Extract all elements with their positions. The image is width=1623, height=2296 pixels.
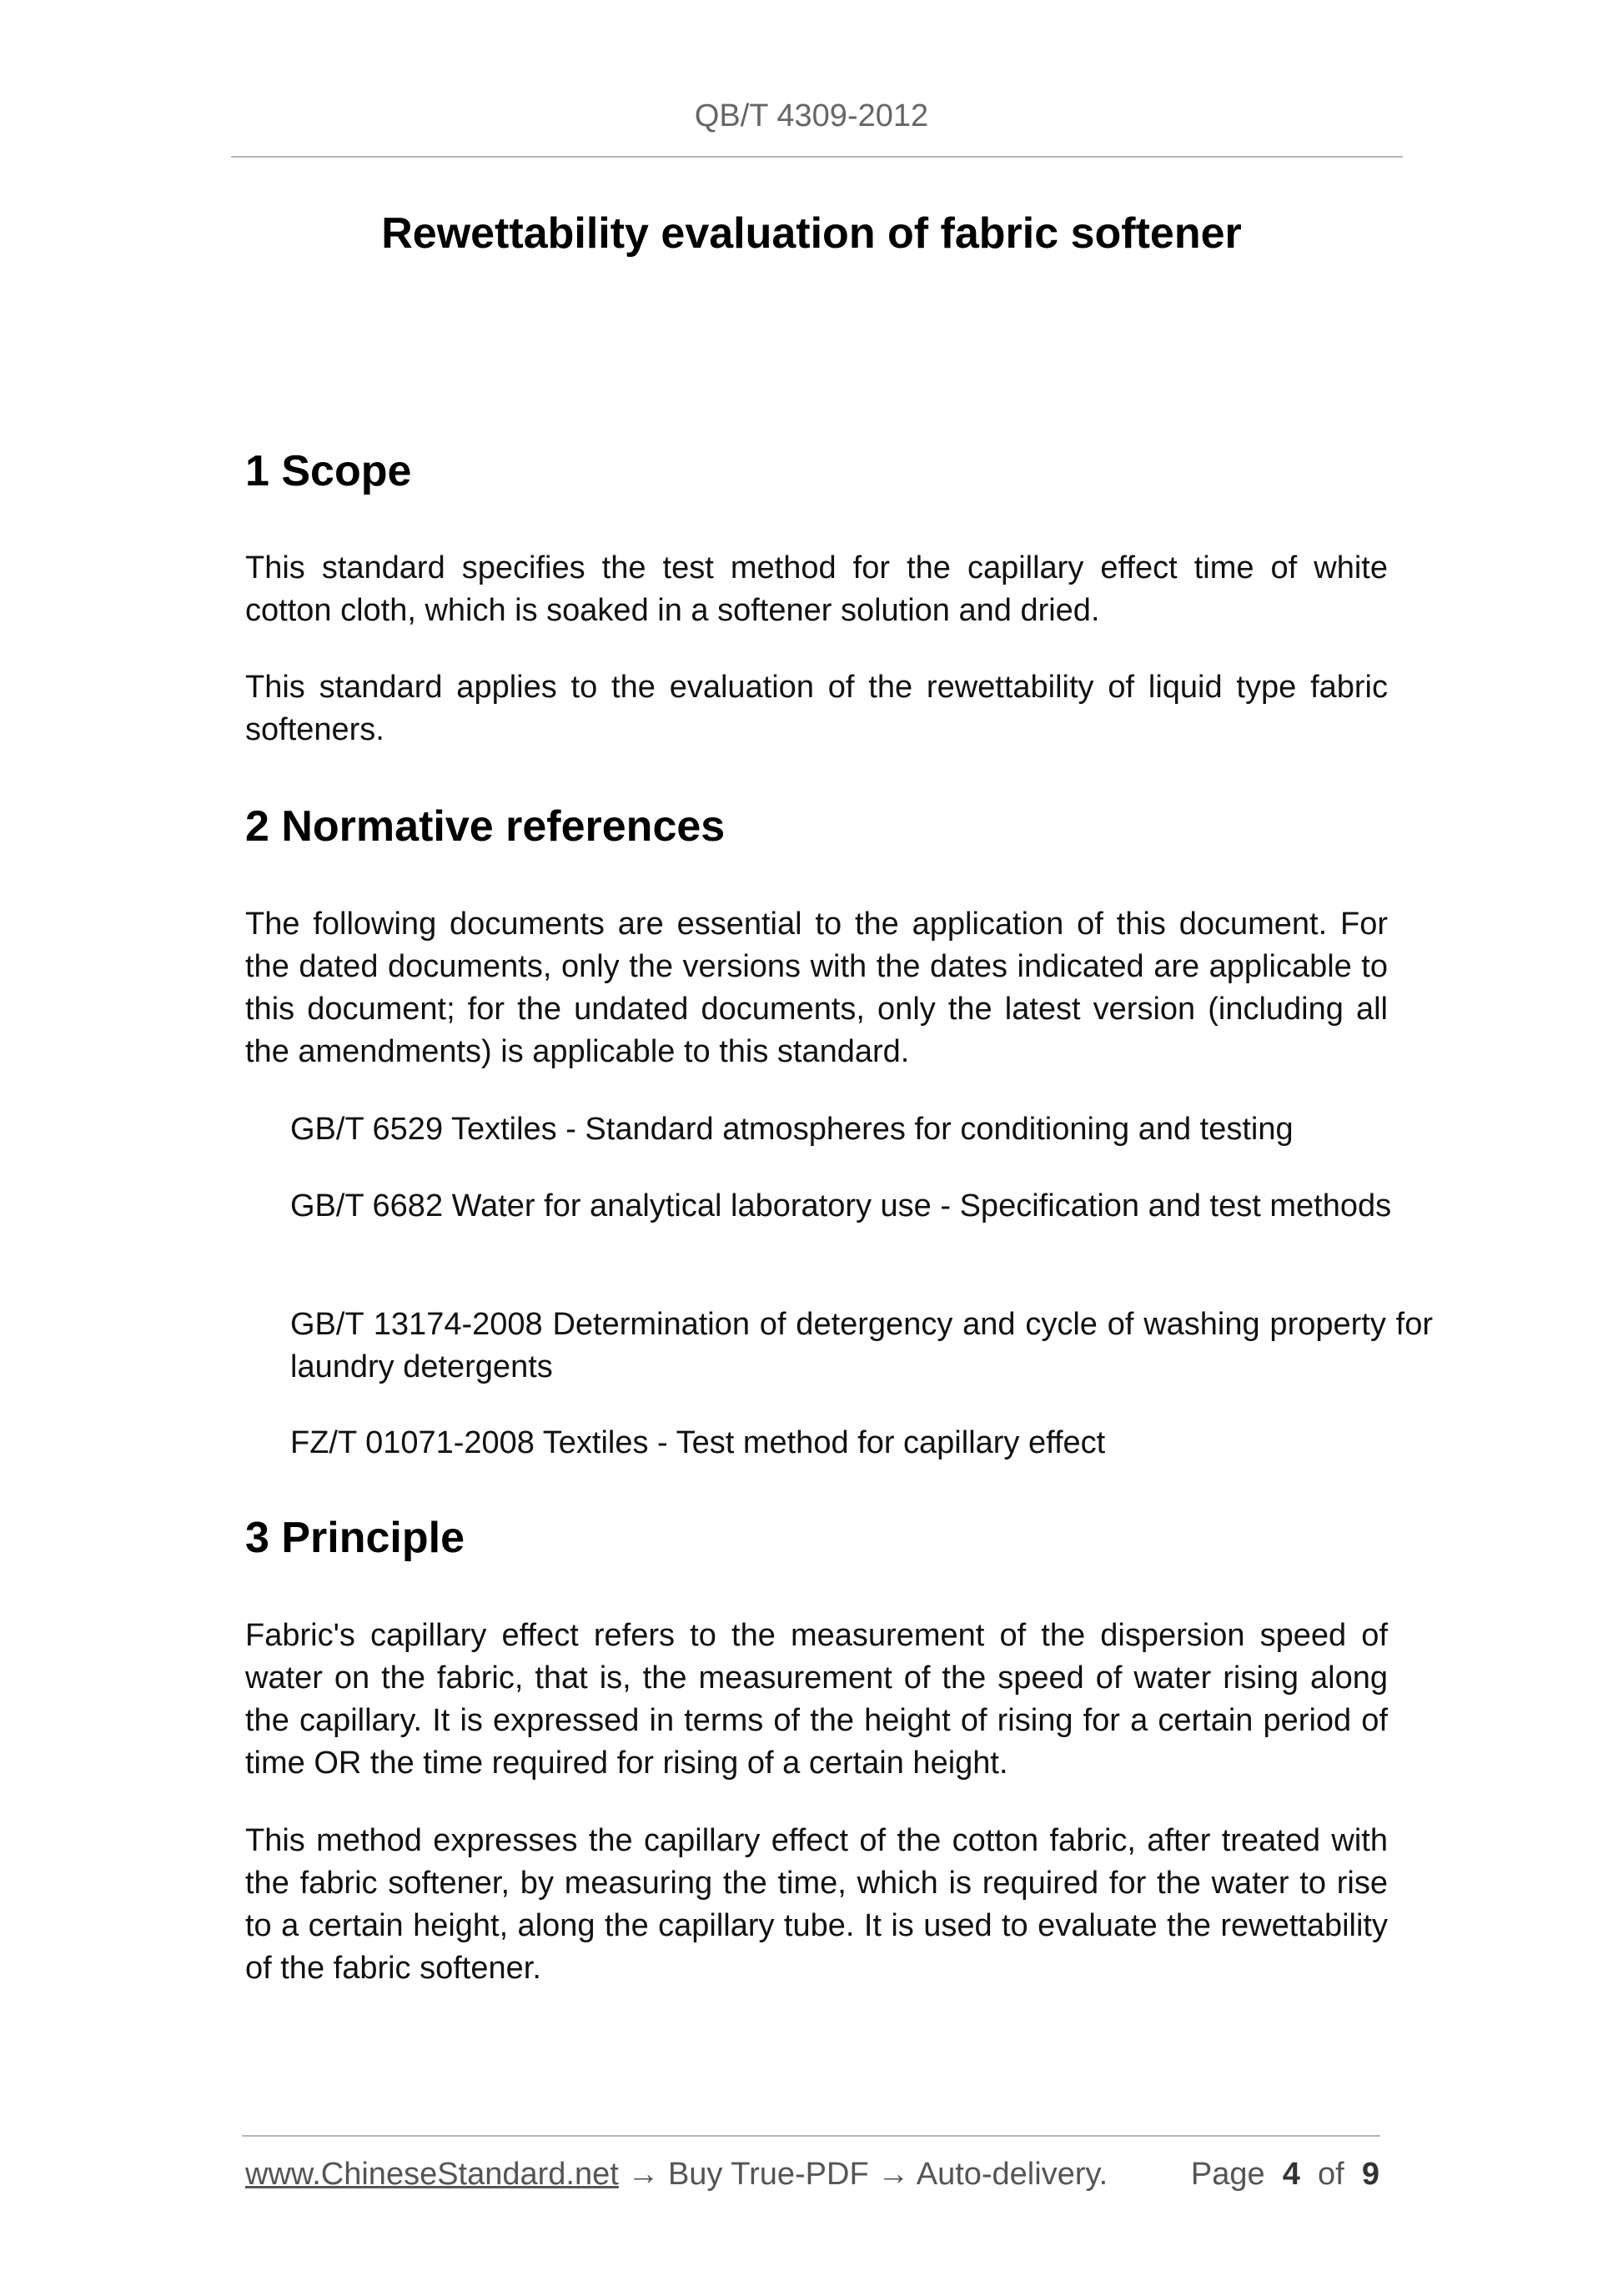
principle-paragraph-1: Fabric's capillary effect refers to the measurement of the dispersion speed of water on the fabric, that is, the measurement of the speed of water rising along the capillary. It is expressed in terms of the height of rising for a certain period of time OR the time required for rising of a certain height. <box>245 1618 1388 1781</box>
buy-pdf-text: Buy True-PDF <box>667 2157 869 2192</box>
auto-delivery-text: Auto-delivery. <box>916 2157 1108 2192</box>
website-link[interactable]: www.ChineseStandard.net <box>245 2157 619 2192</box>
page-footer <box>245 2157 1379 2193</box>
page-label: Page <box>1190 2157 1265 2192</box>
scope-paragraph-1: This standard specifies the test method for the capillary effect time of white cotton cloth, which is soaked in a softener solution and dried. <box>245 550 1388 628</box>
arrow-icon: → <box>627 2157 660 2192</box>
normative-intro-paragraph: The following documents are essential to the application of this document. For the dated documents, only the versions with the dates indicated are applicable to this document; for the undated documents, only the latest version (including all the amendments) is applicable to this standard. <box>245 907 1388 1069</box>
section-3-heading: 3 Principle <box>245 1514 465 1562</box>
page-number <box>1191 2157 1379 2193</box>
header-divider <box>231 156 1403 158</box>
page-of-label: of <box>1318 2157 1344 2192</box>
principle-paragraph-2: This method expresses the capillary effect of the cotton fabric, after treated with the fabric softener, by measuring the time, which is required for the water to rise to a certain height, along the capillary tube. It is used to evaluate the rewettability of the fabric softener. <box>245 1823 1388 1986</box>
page-current: 4 <box>1282 2157 1300 2192</box>
reference-item: FZ/T 01071-2008 Textiles - Test method for capillary effect <box>290 1425 1106 1460</box>
reference-item: GB/T 13174-2008 Determination of detergency and cycle of washing property for laundry detergents <box>290 1307 1433 1384</box>
section-2-heading: 2 Normative references <box>245 802 726 851</box>
page-total: 9 <box>1361 2157 1379 2192</box>
section-1-heading: 1 Scope <box>245 447 412 495</box>
arrow-icon: → <box>877 2157 910 2192</box>
running-header: QB/T 4309-2012 <box>694 98 929 133</box>
reference-item: GB/T 6529 Textiles - Standard atmospheres for conditioning and testing <box>290 1112 1294 1147</box>
document-title: Rewettability evaluation of fabric softener <box>381 209 1242 258</box>
reference-item: GB/T 6682 Water for analytical laboratory use - Specification and test methods <box>290 1188 1392 1223</box>
scope-paragraph-2: This standard applies to the evaluation of the rewettability of liquid type fabric softeners. <box>245 670 1388 747</box>
footer-divider <box>242 2135 1380 2137</box>
